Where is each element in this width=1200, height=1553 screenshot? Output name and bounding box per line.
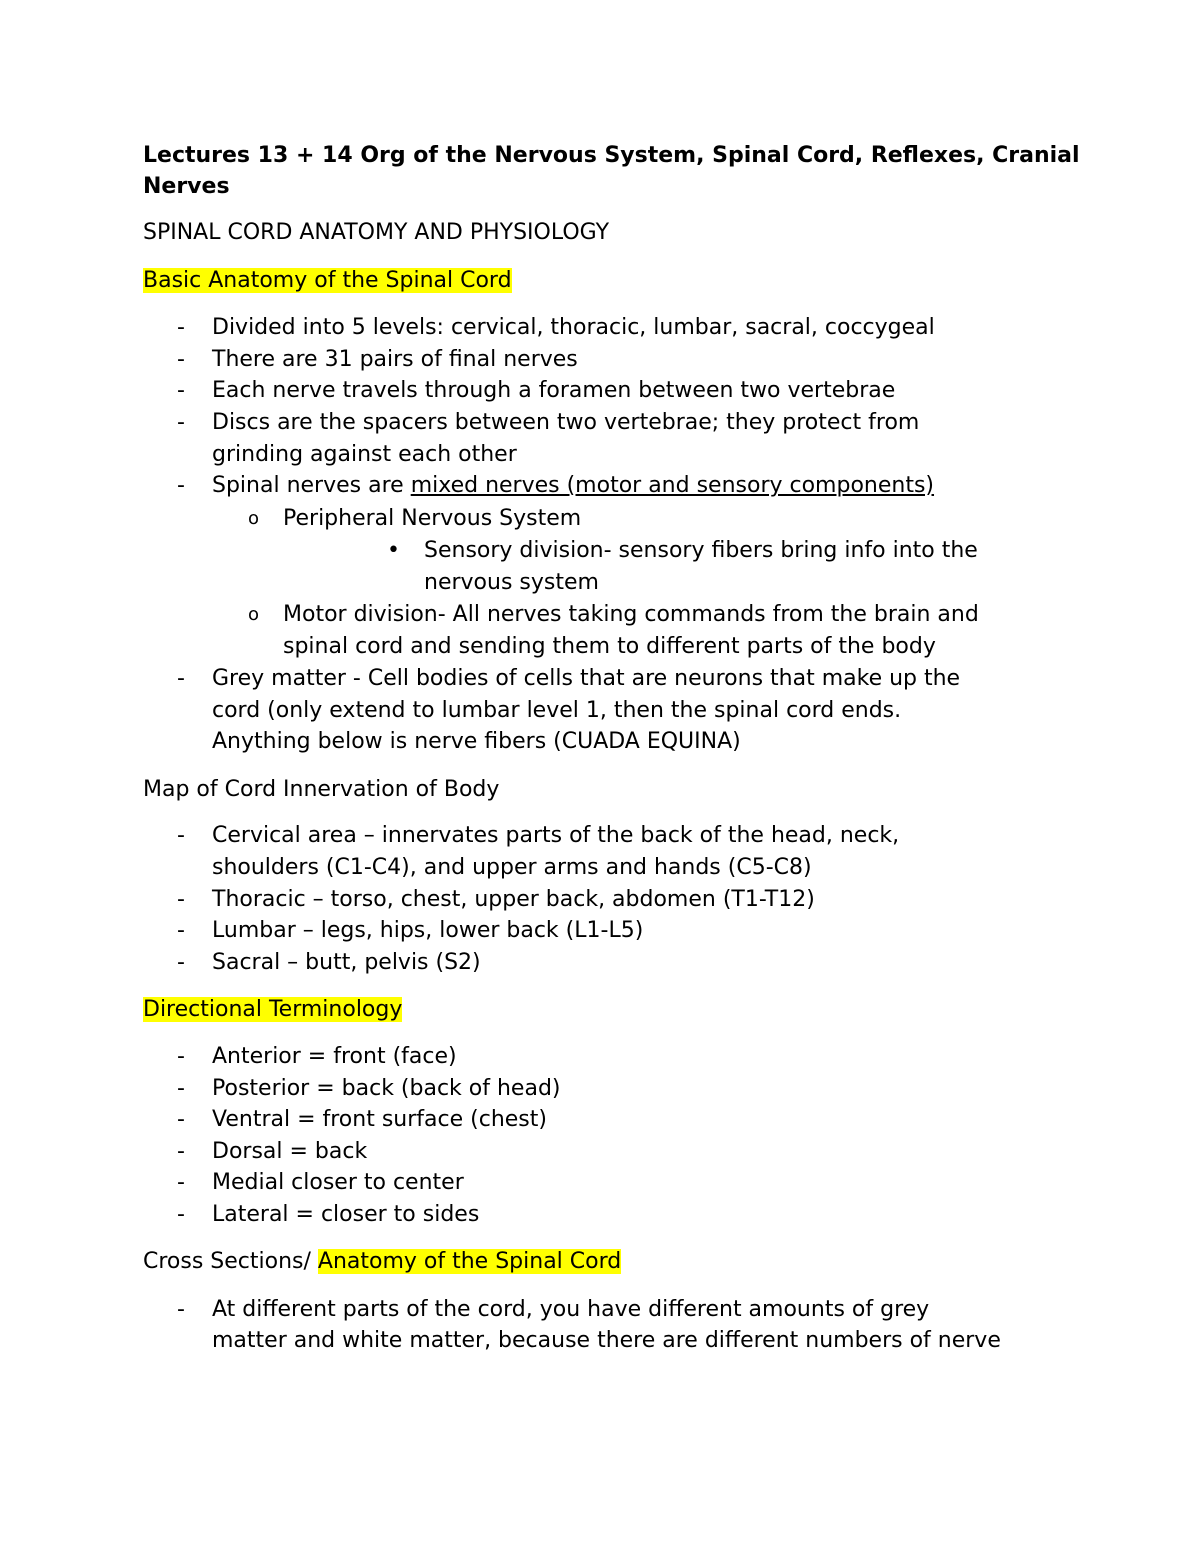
sub-item-continuation: spinal cord and sending them to different parts of the body <box>283 634 936 659</box>
dash-bullet: - <box>177 950 185 975</box>
spinal-nerves-prefix: Spinal nerves are <box>212 473 411 498</box>
cross-heading-prefix: Cross Sections/ <box>143 1249 318 1274</box>
round-bullet: • <box>387 538 400 563</box>
list-item: At different parts of the cord, you have different amounts of grey <box>212 1297 930 1322</box>
list-item-continuation: Anything below is nerve fibers (CUADA EQUINA) <box>212 729 741 754</box>
dash-bullet: - <box>177 1297 185 1322</box>
dash-bullet: - <box>177 315 185 340</box>
dash-bullet: - <box>177 666 185 691</box>
dash-bullet: - <box>177 1107 185 1132</box>
circle-bullet: o <box>248 508 260 529</box>
section-heading: SPINAL CORD ANATOMY AND PHYSIOLOGY <box>143 220 610 245</box>
list-item: Divided into 5 levels: cervical, thoracic, lumbar, sacral, coccygeal <box>212 315 935 340</box>
map-heading: Map of Cord Innervation of Body <box>143 777 500 802</box>
list-item-grey-matter: Grey matter - Cell bodies of cells that are neurons that make up the <box>212 666 961 691</box>
list-item-lumbar: Lumbar – legs, hips, lower back (L1-L5) <box>212 918 644 943</box>
dash-bullet: - <box>177 347 185 372</box>
dash-bullet: - <box>177 1044 185 1069</box>
list-item: Dorsal = back <box>212 1139 368 1164</box>
dash-bullet: - <box>177 378 185 403</box>
sub-item-motor: Motor division- All nerves taking commands from the brain and <box>283 602 979 627</box>
list-item-continuation: shoulders (C1-C4), and upper arms and hands (C5-C8) <box>212 855 812 880</box>
list-item: There are 31 pairs of final nerves <box>212 347 578 372</box>
list-item-cervical: Cervical area – innervates parts of the back of the head, neck, <box>212 823 900 848</box>
highlighted-heading: Anatomy of the Spinal Cord <box>317 1249 622 1274</box>
list-item: Anterior = front (face) <box>212 1044 457 1069</box>
list-item: Ventral = front surface (chest) <box>212 1107 547 1132</box>
dash-bullet: - <box>177 823 185 848</box>
list-item: Posterior = back (back of head) <box>212 1076 561 1101</box>
basic-anatomy-heading <box>143 265 512 296</box>
highlighted-heading: Directional Terminology <box>143 997 403 1022</box>
list-item: Lateral = closer to sides <box>212 1202 480 1227</box>
list-item: Discs are the spacers between two vertebrae; they protect from <box>212 410 920 435</box>
dash-bullet: - <box>177 1076 185 1101</box>
list-item: Each nerve travels through a foramen between two vertebrae <box>212 378 896 403</box>
dash-bullet: - <box>177 1139 185 1164</box>
dash-bullet: - <box>177 410 185 435</box>
list-item-continuation: cord (only extend to lumbar level 1, then the spinal cord ends. <box>212 698 902 723</box>
sub-item-pns: Peripheral Nervous System <box>283 506 582 531</box>
dash-bullet: - <box>177 1170 185 1195</box>
underlined-text: mixed nerves (motor and sensory components) <box>410 473 935 498</box>
list-item-thoracic: Thoracic – torso, chest, upper back, abdomen (T1-T12) <box>212 887 815 912</box>
list-item: Medial closer to center <box>212 1170 464 1195</box>
dash-bullet: - <box>177 918 185 943</box>
highlighted-heading: Basic Anatomy of the Spinal Cord <box>143 268 512 293</box>
circle-bullet: o <box>248 604 260 625</box>
list-item-continuation: grinding against each other <box>212 442 517 467</box>
list-item-sacral: Sacral – butt, pelvis (S2) <box>212 950 481 975</box>
sub-sub-item-sensory: Sensory division- sensory fibers bring info into the <box>424 538 978 563</box>
document-title: Lectures 13 + 14 Org of the Nervous System, Spinal Cord, Reflexes, Cranial Nerves <box>143 143 1080 199</box>
list-item-spinal-nerves <box>212 470 934 501</box>
dash-bullet: - <box>177 473 185 498</box>
cross-sections-heading <box>143 1246 621 1277</box>
list-item-continuation: matter and white matter, because there are different numbers of nerve <box>212 1328 1001 1353</box>
dash-bullet: - <box>177 1202 185 1227</box>
directional-heading <box>143 994 402 1025</box>
sub-sub-item-continuation: nervous system <box>424 570 599 595</box>
dash-bullet: - <box>177 887 185 912</box>
